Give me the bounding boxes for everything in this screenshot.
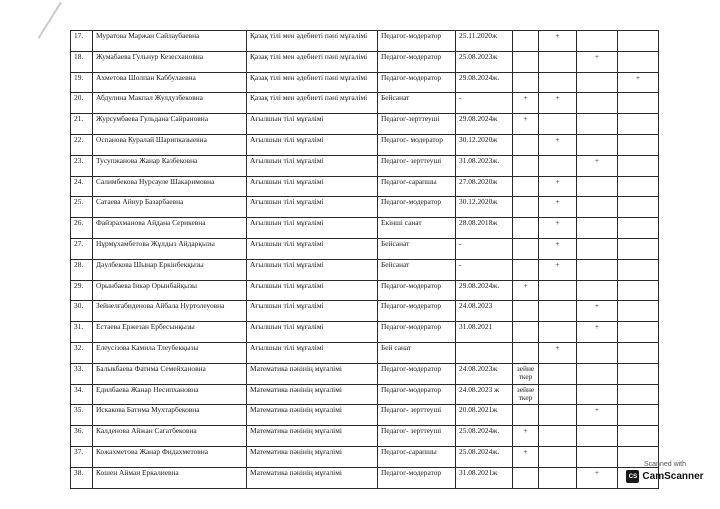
- table-row: [71, 342, 659, 363]
- mark-cell-2: +: [539, 31, 577, 52]
- mark-cell-2: [539, 301, 577, 322]
- mark-cell-1: [513, 134, 539, 155]
- row-number: 21.: [71, 114, 93, 135]
- teacher-name: Файзрахманова Айдана Серикевна: [93, 218, 247, 239]
- mark-cell-3: +: [577, 467, 618, 488]
- camscanner-watermark: [622, 461, 708, 499]
- mark-cell-2: +: [539, 342, 577, 363]
- subject-cell: Ағылшын тілі мұғалімі: [247, 114, 378, 135]
- mark-cell-3: [577, 31, 618, 52]
- row-number: 29.: [71, 280, 93, 301]
- date-cell: 25.08.2024ж.: [456, 446, 513, 467]
- category-cell: Педагог- модератор: [378, 134, 456, 155]
- date-cell: 20.08.2021ж: [456, 405, 513, 426]
- table-row: [71, 176, 659, 197]
- scanned-with-label: Scanned with: [643, 461, 687, 468]
- table-row: [71, 72, 659, 93]
- category-cell: Педагог-модератор: [378, 51, 456, 72]
- mark-cell-1: [513, 72, 539, 93]
- mark-cell-1: [513, 197, 539, 218]
- category-cell: Педагог-модератор: [378, 301, 456, 322]
- camscanner-brand: CamScanner: [642, 471, 704, 482]
- mark-cell-2: [539, 51, 577, 72]
- mark-cell-1: [513, 342, 539, 363]
- category-cell: Педагог- зерттеуші: [378, 426, 456, 447]
- table-row: [71, 238, 659, 259]
- subject-cell: Ағылшын тілі мұғалімі: [247, 322, 378, 343]
- row-number: 38.: [71, 467, 93, 488]
- mark-cell-4: [618, 218, 659, 239]
- subject-cell: Ағылшын тілі мұғалімі: [247, 301, 378, 322]
- subject-cell: Ағылшын тілі мұғалімі: [247, 134, 378, 155]
- date-cell: 24.08.2023: [456, 301, 513, 322]
- date-cell: [456, 342, 513, 363]
- mark-cell-4: [618, 93, 659, 114]
- table-row: [71, 467, 659, 488]
- mark-cell-3: [577, 342, 618, 363]
- category-cell: Педагог-зерттеуші: [378, 114, 456, 135]
- mark-cell-2: +: [539, 93, 577, 114]
- teacher-name: Кожахметова Жанар Фидахметовна: [93, 446, 247, 467]
- row-number: 26.: [71, 218, 93, 239]
- table-row: [71, 114, 659, 135]
- mark-cell-4: [618, 363, 659, 384]
- subject-cell: Математика пәнінің мұғалімі: [247, 446, 378, 467]
- row-number: 32.: [71, 342, 93, 363]
- table-row: [71, 405, 659, 426]
- table-row: [71, 280, 659, 301]
- mark-cell-3: +: [577, 155, 618, 176]
- mark-cell-4: [618, 342, 659, 363]
- mark-cell-4: +: [618, 72, 659, 93]
- teacher-name: Жумабаева Гульнур Кезесхановна: [93, 51, 247, 72]
- teacher-name: Зейнелғабиденова Айбала Нуртолеуовна: [93, 301, 247, 322]
- table-row: [71, 51, 659, 72]
- camscanner-logo-icon: CS: [626, 470, 639, 483]
- date-cell: 28.08.2018ж: [456, 218, 513, 239]
- mark-cell-1: [513, 467, 539, 488]
- table-row: [71, 155, 659, 176]
- row-number: 24.: [71, 176, 93, 197]
- teacher-name: Сатаева Айнур Базарбаевна: [93, 197, 247, 218]
- mark-cell-3: [577, 280, 618, 301]
- mark-cell-4: [618, 155, 659, 176]
- teacher-name: Салимбекова Нурсауле Шакаримовна: [93, 176, 247, 197]
- mark-cell-2: [539, 363, 577, 384]
- mark-cell-1: +: [513, 114, 539, 135]
- teacher-name: Дәулбекова Шынар Еркінбекқызы: [93, 259, 247, 280]
- subject-cell: Ағылшын тілі мұғалімі: [247, 280, 378, 301]
- mark-cell-2: [539, 72, 577, 93]
- mark-cell-2: +: [539, 259, 577, 280]
- category-cell: Педагог- зерттеуші: [378, 155, 456, 176]
- teacher-name: Искакова Батима Мухтарбековна: [93, 405, 247, 426]
- mark-cell-2: [539, 155, 577, 176]
- mark-cell-1: [513, 238, 539, 259]
- date-cell: 24.08.2023ж: [456, 363, 513, 384]
- mark-cell-3: +: [577, 405, 618, 426]
- table-row: [71, 301, 659, 322]
- row-number: 33.: [71, 363, 93, 384]
- mark-cell-1: [513, 259, 539, 280]
- mark-cell-2: [539, 467, 577, 488]
- date-cell: 29.08.2024ж: [456, 114, 513, 135]
- row-number: 17.: [71, 31, 93, 52]
- table-row: [71, 259, 659, 280]
- mark-cell-1: зейне ткер: [513, 384, 539, 405]
- teacher-name: Ахметова Шолпан Каббулаевна: [93, 72, 247, 93]
- subject-cell: Ағылшын тілі мұғалімі: [247, 197, 378, 218]
- date-cell: -: [456, 238, 513, 259]
- table-row: [71, 322, 659, 343]
- mark-cell-4: [618, 259, 659, 280]
- date-cell: 29.08.2024ж.: [456, 72, 513, 93]
- mark-cell-1: [513, 218, 539, 239]
- mark-cell-4: [618, 51, 659, 72]
- mark-cell-3: [577, 384, 618, 405]
- date-cell: -: [456, 93, 513, 114]
- category-cell: Педагог-сарапшы: [378, 176, 456, 197]
- category-cell: Педагог-модератор: [378, 72, 456, 93]
- mark-cell-2: [539, 405, 577, 426]
- teachers-table: [70, 30, 659, 489]
- mark-cell-2: +: [539, 176, 577, 197]
- mark-cell-2: +: [539, 218, 577, 239]
- category-cell: Педагог-модератор: [378, 322, 456, 343]
- table-row: [71, 197, 659, 218]
- category-cell: Бейсанат: [378, 93, 456, 114]
- table-row: [71, 384, 659, 405]
- category-cell: Бейсанат: [378, 259, 456, 280]
- subject-cell: Математика пәнінің мұғалімі: [247, 405, 378, 426]
- mark-cell-2: +: [539, 197, 577, 218]
- mark-cell-4: [618, 405, 659, 426]
- teacher-name: Балыкбаева Фатима Семейхановна: [93, 363, 247, 384]
- subject-cell: Ағылшын тілі мұғалімі: [247, 176, 378, 197]
- mark-cell-2: [539, 114, 577, 135]
- mark-cell-3: [577, 176, 618, 197]
- mark-cell-4: [618, 301, 659, 322]
- scan-edge-line: [38, 2, 62, 39]
- category-cell: Педагог-сарапшы: [378, 446, 456, 467]
- teacher-name: Калденова Айжан Сагатбековна: [93, 426, 247, 447]
- mark-cell-3: [577, 114, 618, 135]
- subject-cell: Қазақ тілі мен әдебиеті пәні мұғалімі: [247, 72, 378, 93]
- date-cell: 25.08.2024ж.: [456, 426, 513, 447]
- mark-cell-3: +: [577, 51, 618, 72]
- mark-cell-1: [513, 301, 539, 322]
- mark-cell-2: +: [539, 134, 577, 155]
- mark-cell-1: +: [513, 280, 539, 301]
- mark-cell-2: [539, 384, 577, 405]
- subject-cell: Математика пәнінің мұғалімі: [247, 467, 378, 488]
- row-number: 19.: [71, 72, 93, 93]
- mark-cell-4: [618, 197, 659, 218]
- mark-cell-1: [513, 322, 539, 343]
- category-cell: Педагог-модератор: [378, 467, 456, 488]
- row-number: 35.: [71, 405, 93, 426]
- teacher-name: Абдулина Макпал Жулдузбековна: [93, 93, 247, 114]
- teacher-name: Тусупжанова Жанар Казбековна: [93, 155, 247, 176]
- category-cell: Педагог-модератор: [378, 280, 456, 301]
- date-cell: 31.08.2021: [456, 322, 513, 343]
- mark-cell-1: +: [513, 426, 539, 447]
- row-number: 20.: [71, 93, 93, 114]
- date-cell: 29.08.2024ж.: [456, 280, 513, 301]
- mark-cell-4: [618, 322, 659, 343]
- row-number: 30.: [71, 301, 93, 322]
- mark-cell-2: [539, 280, 577, 301]
- date-cell: 31.08.2021ж: [456, 467, 513, 488]
- category-cell: Педагог-модератор: [378, 363, 456, 384]
- subject-cell: Математика пәнінің мұғалімі: [247, 363, 378, 384]
- mark-cell-4: [618, 280, 659, 301]
- date-cell: 30.12.2020ж: [456, 197, 513, 218]
- subject-cell: Математика пәнінің мұғалімі: [247, 426, 378, 447]
- mark-cell-3: [577, 446, 618, 467]
- table-row: [71, 446, 659, 467]
- mark-cell-3: [577, 426, 618, 447]
- category-cell: Педагог- зерттеуші: [378, 405, 456, 426]
- category-cell: Педагог-модератор: [378, 384, 456, 405]
- subject-cell: Ағылшын тілі мұғалімі: [247, 342, 378, 363]
- mark-cell-1: [513, 405, 539, 426]
- table-row: [71, 363, 659, 384]
- teacher-name: Едилбаева Жанар Несипхановна: [93, 384, 247, 405]
- teacher-name: Журсумбаева Гульдана Сайрановна: [93, 114, 247, 135]
- mark-cell-1: +: [513, 446, 539, 467]
- row-number: 22.: [71, 134, 93, 155]
- table-row: [71, 93, 659, 114]
- mark-cell-3: [577, 72, 618, 93]
- subject-cell: Қазақ тілі мен әдебиеті пәні мұғалімі: [247, 93, 378, 114]
- mark-cell-4: [618, 426, 659, 447]
- subject-cell: Қазақ тілі мен әдебиеті пәні мұғалімі: [247, 31, 378, 52]
- mark-cell-2: [539, 446, 577, 467]
- mark-cell-3: [577, 238, 618, 259]
- mark-cell-1: [513, 51, 539, 72]
- date-cell: 27.08.2020ж: [456, 176, 513, 197]
- row-number: 37.: [71, 446, 93, 467]
- subject-cell: Ағылшын тілі мұғалімі: [247, 155, 378, 176]
- mark-cell-3: +: [577, 301, 618, 322]
- table-row: [71, 218, 659, 239]
- teacher-name: Кошен Айман Еркалиевна: [93, 467, 247, 488]
- mark-cell-2: [539, 322, 577, 343]
- mark-cell-3: [577, 218, 618, 239]
- row-number: 34.: [71, 384, 93, 405]
- row-number: 25.: [71, 197, 93, 218]
- category-cell: Екінші санат: [378, 218, 456, 239]
- teacher-name: Естаева Ержезан Ербесынқызы: [93, 322, 247, 343]
- subject-cell: Қазақ тілі мен әдебиеті пәні мұғалімі: [247, 51, 378, 72]
- date-cell: 25.08.2023ж: [456, 51, 513, 72]
- mark-cell-3: [577, 93, 618, 114]
- category-cell: Педагог-модератор: [378, 197, 456, 218]
- mark-cell-1: [513, 176, 539, 197]
- subject-cell: Ағылшын тілі мұғалімі: [247, 218, 378, 239]
- row-number: 27.: [71, 238, 93, 259]
- teacher-name: Орынбаева Інкәр Орынбайқызы: [93, 280, 247, 301]
- teacher-name: Оспанова Куралай Шарипказыевна: [93, 134, 247, 155]
- date-cell: 30.12.2020ж: [456, 134, 513, 155]
- mark-cell-4: [618, 134, 659, 155]
- mark-cell-2: +: [539, 238, 577, 259]
- mark-cell-1: [513, 31, 539, 52]
- row-number: 23.: [71, 155, 93, 176]
- mark-cell-1: зейне ткер: [513, 363, 539, 384]
- mark-cell-3: [577, 197, 618, 218]
- row-number: 28.: [71, 259, 93, 280]
- table-row: [71, 426, 659, 447]
- mark-cell-4: [618, 384, 659, 405]
- table-row: [71, 134, 659, 155]
- mark-cell-3: [577, 363, 618, 384]
- table-row: [71, 31, 659, 52]
- date-cell: 25.11.2020ж: [456, 31, 513, 52]
- category-cell: Педагог-модератор: [378, 31, 456, 52]
- mark-cell-3: [577, 259, 618, 280]
- teacher-name: Муратова Маржан Сайлаубаевна: [93, 31, 247, 52]
- category-cell: Бей санат: [378, 342, 456, 363]
- subject-cell: Ағылшын тілі мұғалімі: [247, 238, 378, 259]
- mark-cell-1: [513, 155, 539, 176]
- date-cell: 24.08.2023 ж: [456, 384, 513, 405]
- date-cell: -: [456, 259, 513, 280]
- subject-cell: Математика пәнінің мұғалімі: [247, 384, 378, 405]
- mark-cell-4: [618, 31, 659, 52]
- mark-cell-2: [539, 426, 577, 447]
- row-number: 31.: [71, 322, 93, 343]
- mark-cell-3: [577, 134, 618, 155]
- teacher-name: Нұрмұхамбетова Жұлдыз Айдарқызы: [93, 238, 247, 259]
- date-cell: 31.08.2023ж.: [456, 155, 513, 176]
- mark-cell-4: [618, 114, 659, 135]
- category-cell: Бейсанат: [378, 238, 456, 259]
- row-number: 18.: [71, 51, 93, 72]
- teacher-name: Елеусізова Камила Тлеубекқызы: [93, 342, 247, 363]
- row-number: 36.: [71, 426, 93, 447]
- mark-cell-3: +: [577, 322, 618, 343]
- mark-cell-1: +: [513, 93, 539, 114]
- subject-cell: Ағылшын тілі мұғалімі: [247, 259, 378, 280]
- mark-cell-4: [618, 238, 659, 259]
- mark-cell-4: [618, 176, 659, 197]
